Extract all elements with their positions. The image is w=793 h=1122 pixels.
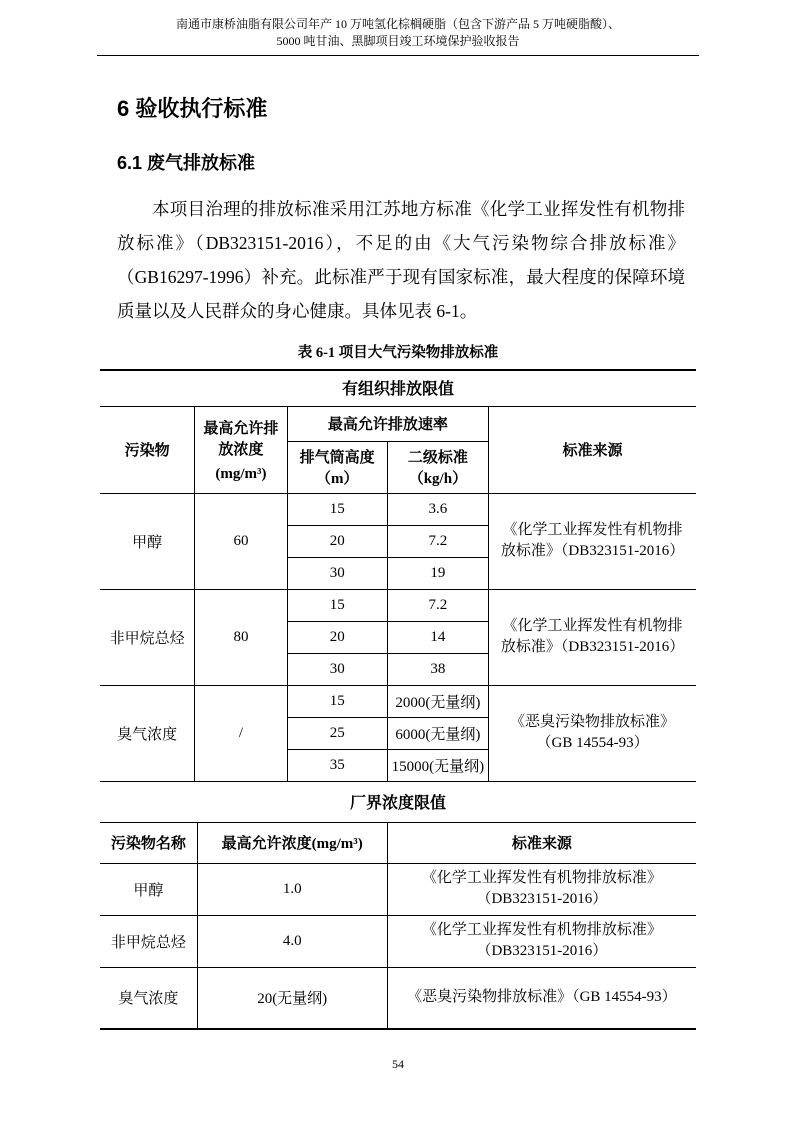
stack-height-unit: （m） <box>315 471 359 487</box>
header-cell-pollutant: 污染物 <box>100 407 195 493</box>
concentration-cell: 4.0 <box>197 915 387 967</box>
organized-emissions-table <box>100 407 696 781</box>
page-header <box>97 16 699 56</box>
rate-value: 38 <box>387 653 488 685</box>
pollutant-cell: 臭气浓度 <box>100 967 197 1028</box>
organized-emissions-band-title: 有组织排放限值 <box>100 371 696 407</box>
table-header-row <box>100 407 696 441</box>
table-row <box>100 915 696 967</box>
pollutant-cell: 臭气浓度 <box>100 685 195 781</box>
page-header-line-1: 南通市康桥油脂有限公司年产 10 万吨氢化棕榈硬脂（包含下游产品 5 万吨硬脂酸）、 <box>175 17 620 31</box>
rate-value: 2000(无量纲) <box>387 685 488 717</box>
table-row <box>100 863 696 915</box>
concentration-cell: 1.0 <box>197 863 387 915</box>
grade2-unit: （kg/h） <box>408 471 468 487</box>
emissions-table <box>100 369 696 1030</box>
stack-height-label: 排气筒高度 <box>299 450 375 466</box>
stack-height-value: 20 <box>287 525 387 557</box>
rate-value: 6000(无量纲) <box>387 717 488 749</box>
rate-value: 19 <box>387 557 488 589</box>
table-row <box>100 685 696 717</box>
concentration-cell: 20(无量纲) <box>197 967 387 1028</box>
table-row <box>100 589 696 621</box>
header-cell-pollutant-name: 污染物名称 <box>100 823 197 863</box>
rate-value: 7.2 <box>387 525 488 557</box>
header-cell-rate-group: 最高允许排放速率 <box>287 407 488 441</box>
grade2-label: 二级标准 <box>407 450 468 466</box>
pollutant-cell: 非甲烷总烃 <box>100 915 197 967</box>
header-cell-max-concentration <box>195 407 287 493</box>
rate-value: 7.2 <box>387 589 488 621</box>
source-cell: 《化学工业挥发性有机物排放标准》（DB323151-2016） <box>387 915 696 967</box>
rate-value: 15000(无量纲) <box>387 749 488 781</box>
rate-value: 14 <box>387 621 488 653</box>
header-cell-grade2 <box>387 441 488 493</box>
concentration-cell: 60 <box>195 493 287 589</box>
body-paragraph: 本项目治理的排放标准采用江苏地方标准《化学工业挥发性有机物排放标准》（DB323151-2016），不足的由《大气污染物综合排放标准》（GB16297-1996）补充。此标准严于现有国家标准，最大程度的保障环境质量以及人民群众的身心健康。具体见表 6-1。 <box>117 199 685 321</box>
header-cell-source: 标准来源 <box>489 407 696 493</box>
pollutant-cell: 甲醇 <box>100 493 195 589</box>
section-heading: 6 验收执行标准 <box>117 96 268 121</box>
source-cell: 《化学工业挥发性有机物排放标准》（DB323151-2016） <box>489 589 696 685</box>
boundary-concentration-table <box>100 823 696 1028</box>
stack-height-value: 35 <box>287 749 387 781</box>
max-concentration-label: 最高允许排放浓度 <box>203 420 279 458</box>
table-row <box>100 493 696 525</box>
subsection-heading: 6.1 废气排放标准 <box>117 153 256 173</box>
header-cell-max-concentration: 最高允许浓度(mg/m³) <box>197 823 387 863</box>
page-header-line-2: 5000 吨甘油、黑脚项目竣工环境保护验收报告 <box>276 34 520 48</box>
stack-height-value: 30 <box>287 557 387 589</box>
source-cell: 《化学工业挥发性有机物排放标准》（DB323151-2016） <box>387 863 696 915</box>
page-number: 54 <box>392 1057 404 1071</box>
header-cell-stack-height <box>287 441 387 493</box>
concentration-cell: / <box>195 685 287 781</box>
pollutant-cell: 非甲烷总烃 <box>100 589 195 685</box>
concentration-cell: 80 <box>195 589 287 685</box>
table-header-row <box>100 823 696 863</box>
rate-value: 3.6 <box>387 493 488 525</box>
source-cell: 《化学工业挥发性有机物排放标准》（DB323151-2016） <box>489 493 696 589</box>
pollutant-cell: 甲醇 <box>100 863 197 915</box>
stack-height-value: 20 <box>287 621 387 653</box>
stack-height-value: 15 <box>287 493 387 525</box>
stack-height-value: 25 <box>287 717 387 749</box>
source-cell: 《恶臭污染物排放标准》（GB 14554-93） <box>489 685 696 781</box>
max-concentration-unit: (mg/m³) <box>215 465 267 482</box>
stack-height-value: 15 <box>287 589 387 621</box>
table-caption: 表 6-1 项目大气污染物排放标准 <box>297 345 499 361</box>
source-cell: 《恶臭污染物排放标准》（GB 14554-93） <box>387 967 696 1028</box>
stack-height-value: 15 <box>287 685 387 717</box>
header-cell-source: 标准来源 <box>387 823 696 863</box>
table-row <box>100 967 696 1028</box>
boundary-concentration-band-title: 厂界浓度限值 <box>100 781 696 823</box>
stack-height-value: 30 <box>287 653 387 685</box>
